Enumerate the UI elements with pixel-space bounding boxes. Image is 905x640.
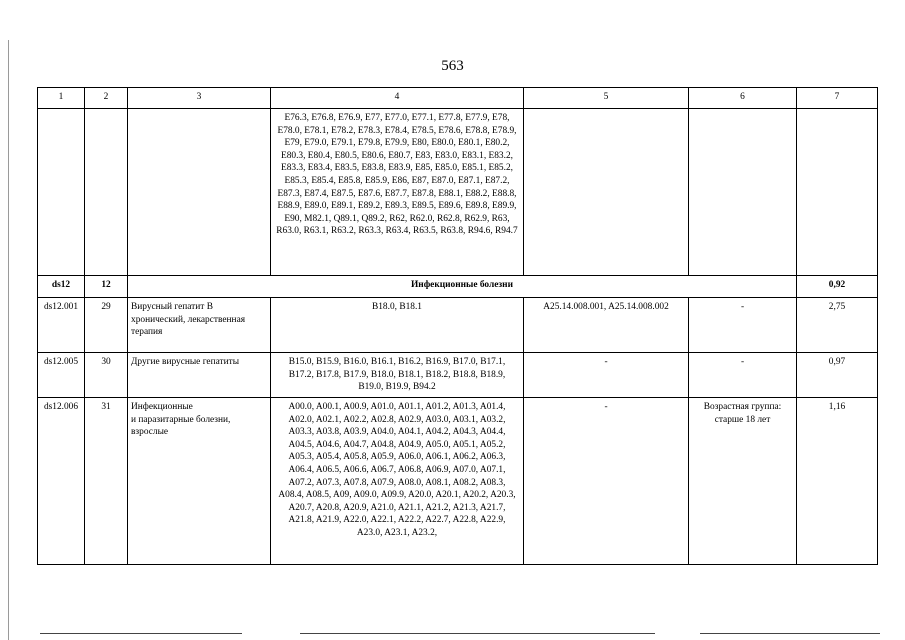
other-cell: -	[689, 353, 797, 398]
other-cell: -	[689, 298, 797, 353]
diagnosis-codes-cell: E76.3, E76.8, E76.9, E77, E77.0, E77.1, E77.8, E77.9, E78, E78.0, E78.1, E78.2, E78.3, E78.4, E78.5, E78.6, E78.8, E78.9, E79, E79.0, E79.1, E79.8, E79.9, E80, E80.0, E80.1, E80.2, E80.3, E80.4, E80.5, E80.6, E80.7, E83, E83.0, E83.1, E83.2, E83.3, E83.4, E83.5, E83.8, E83.9, E85, E85.0, E85.1, E85.2, E85.3, E85.4, E85.8, E85.9, E86, E87, E87.0, E87.1, E87.2, E87.3, E87.4, E87.5, E87.6, E87.7, E87.8, E88.1, E88.2, E88.8, E88.9, E89.0, E89.1, E89.2, E89.3, E89.5, E89.6, E89.8, E89.9, E90, M82.1, Q89.1, Q89.2, R62, R62.0, R62.8, R62.9, R63, R63.0, R63.1, R63.2, R63.3, R63.4, R63.5, R63.8, R94.6, R94.7	[271, 109, 524, 276]
diagnosis-codes-cell: B15.0, B15.9, B16.0, B16.1, B16.2, B16.9, B17.0, B17.1, B17.2, B17.8, B17.9, B18.0, B18.1, B18.2, B18.8, B18.9, B19.0, B19.9, B94.2	[271, 353, 524, 398]
num-cell	[85, 109, 128, 276]
scan-edge-line	[8, 40, 9, 640]
name-line: Инфекционные	[131, 402, 193, 412]
section-coef: 0,92	[797, 276, 878, 298]
diagnosis-codes-cell: A00.0, A00.1, A00.9, A01.0, A01.1, A01.2, A01.3, A01.4, A02.0, A02.1, A02.2, A02.8, A02.9, A03.0, A03.1, A03.2, A03.3, A03.8, A03.9, A04.0, A04.1, A04.2, A04.3, A04.4, A04.5, A04.6, A04.7, A04.8, A04.9, A05.0, A05.1, A05.2, A05.3, A05.4, A05.8, A05.9, A06.0, A06.1, A06.2, A06.3, A06.4, A06.5, A06.6, A06.7, A06.8, A06.9, A07.0, A07.1, A07.2, A07.3, A07.8, A07.9, A08.0, A08.1, A08.2, A08.3, A08.4, A08.5, A09, A09.0, A09.9, A20.0, A20.1, A20.2, A20.3, A20.7, A20.8, A20.9, A21.0, A21.1, A21.2, A21.3, A21.7, A21.8, A21.9, A22.0, A22.1, A22.2, A22.7, A22.8, A22.9, A23.0, A23.1, A23.2,	[271, 398, 524, 565]
code-cell: ds12.006	[38, 398, 85, 565]
header-cell: 6	[689, 88, 797, 109]
name-cell	[128, 109, 271, 276]
code-cell: ds12.005	[38, 353, 85, 398]
header-cell: 2	[85, 88, 128, 109]
other-cell: Возрастная группа: старше 18 лет	[689, 398, 797, 565]
diagnosis-codes-cell: B18.0, B18.1	[271, 298, 524, 353]
num-cell: 31	[85, 398, 128, 565]
other-cell	[689, 109, 797, 276]
coef-cell: 1,16	[797, 398, 878, 565]
name-cell: Вирусный гепатит B хронический, лекарственная терапия	[128, 298, 271, 353]
header-cell: 5	[524, 88, 689, 109]
table-row-continued	[38, 109, 878, 276]
name-cell	[128, 398, 271, 565]
code-cell: ds12.001	[38, 298, 85, 353]
table-row	[38, 398, 878, 565]
num-cell: 30	[85, 353, 128, 398]
coef-cell: 2,75	[797, 298, 878, 353]
page-number: 563	[441, 58, 464, 74]
table-row	[38, 298, 878, 353]
section-title: Инфекционные болезни	[128, 276, 797, 298]
section-code: ds12	[38, 276, 85, 298]
header-cell: 4	[271, 88, 524, 109]
table-row	[38, 353, 878, 398]
services-cell: -	[524, 353, 689, 398]
services-cell	[524, 109, 689, 276]
services-cell: -	[524, 398, 689, 565]
header-row	[38, 88, 878, 109]
header-cell: 7	[797, 88, 878, 109]
scan-bottom-line	[40, 633, 242, 634]
services-cell: A25.14.008.001, A25.14.008.002	[524, 298, 689, 353]
code-cell	[38, 109, 85, 276]
header-cell: 3	[128, 88, 271, 109]
header-cell: 1	[38, 88, 85, 109]
name-cell: Другие вирусные гепатиты	[128, 353, 271, 398]
num-cell: 29	[85, 298, 128, 353]
name-line: и паразитарные болезни, взрослые	[131, 414, 231, 438]
section-num: 12	[85, 276, 128, 298]
scan-bottom-line	[700, 633, 880, 634]
coef-cell	[797, 109, 878, 276]
section-row	[38, 276, 878, 298]
scan-bottom-line	[300, 633, 655, 634]
codes-table	[37, 87, 878, 565]
coef-cell: 0,97	[797, 353, 878, 398]
